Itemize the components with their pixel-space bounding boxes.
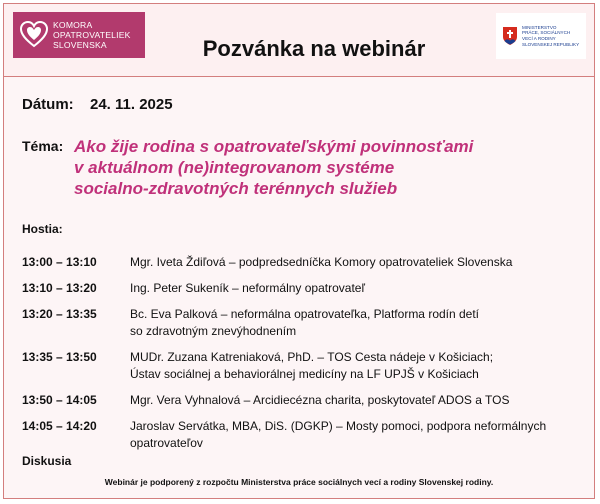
- agenda-time: 13:10 – 13:20: [22, 281, 97, 295]
- org-logo-line: OPATROVATELIEK: [53, 30, 131, 40]
- topic-label: Téma:: [22, 138, 64, 154]
- topic-row: [22, 136, 473, 199]
- agenda-item: [22, 254, 592, 271]
- date-value: 24. 11. 2025: [90, 96, 173, 113]
- agenda-time: 13:00 – 13:10: [22, 255, 97, 269]
- org-logo-line: SLOVENSKA: [53, 40, 107, 50]
- agenda-time: 13:35 – 13:50: [22, 350, 97, 364]
- agenda-description: [130, 418, 592, 452]
- agenda-item: [22, 349, 592, 383]
- agenda-item: [22, 418, 592, 452]
- agenda-line: Ing. Peter Sukeník – neformálny opatrovateľ: [130, 281, 365, 295]
- ministry-logo: [496, 13, 586, 59]
- page-title: Pozvánka na webinár: [202, 36, 426, 61]
- org-logo: [13, 12, 145, 58]
- agenda-time: 13:20 – 13:35: [22, 307, 97, 321]
- date-label: Dátum:: [22, 96, 74, 113]
- agenda-line: opatrovateľov: [130, 436, 203, 450]
- agenda-time: 14:05 – 14:20: [22, 419, 97, 433]
- ministry-logo-line: VECÍ A RODINY: [522, 36, 556, 41]
- topic-line: socialno-zdravotných terénnych služieb: [74, 179, 398, 198]
- heart-logo-icon: [19, 20, 49, 50]
- agenda-item: [22, 280, 592, 297]
- agenda-description: [130, 254, 592, 271]
- agenda-line: Ústav sociálnej a behaviorálnej medicíny na LF UPJŠ v Košiciach: [130, 367, 479, 381]
- agenda-item: [22, 392, 592, 409]
- ministry-logo-text: [522, 25, 579, 47]
- agenda-line: Bc. Eva Palková – neformálna opatrovateľka, Platforma rodín detí: [130, 307, 480, 321]
- closing-label: Diskusia: [22, 454, 72, 468]
- footer-note: Webinár je podporený z rozpočtu Ministerstva práce sociálnych vecí a rodiny Slovenskej rodiny.: [104, 477, 494, 487]
- agenda-line: MUDr. Zuzana Katreniaková, PhD. – TOS Cesta nádeje v Košiciach;: [130, 350, 494, 364]
- org-logo-text: [53, 20, 131, 50]
- guests-label: Hostia:: [22, 222, 63, 236]
- ministry-logo-line: PRÁCE, SOCIÁLNYCH: [522, 30, 571, 36]
- agenda-description: [130, 306, 592, 340]
- agenda-line: Mgr. Iveta Ždiľová – podpredsedníčka Komory opatrovateliek Slovenska: [130, 255, 513, 269]
- org-logo-line: KOMORA: [53, 20, 93, 30]
- topic-line: Ako žije rodina s opatrovateľskými povinnosťami: [74, 137, 474, 156]
- topic-line: v aktuálnom (ne)integrovanom systéme: [74, 158, 395, 177]
- agenda-description: [130, 392, 592, 409]
- agenda-description: [130, 280, 592, 297]
- agenda-list: [22, 254, 592, 452]
- agenda-item: [22, 306, 592, 340]
- agenda-time: 13:50 – 14:05: [22, 393, 97, 407]
- agenda-line: Mgr. Vera Vyhnalová – Arcidiecézna charita, poskytovateľ ADOS a TOS: [130, 393, 510, 407]
- agenda-line: Jaroslav Servátka, MBA, DiS. (DGKP) – Mosty pomoci, podpora neformálnych: [130, 419, 547, 433]
- date-row: [22, 96, 173, 113]
- ministry-logo-line: SLOVENSKEJ REPUBLIKY: [522, 41, 580, 47]
- agenda-description: [130, 349, 592, 383]
- header: [4, 4, 594, 77]
- invitation-card: [3, 3, 595, 499]
- coat-of-arms-icon: [502, 26, 518, 46]
- agenda-line: so zdravotným znevýhodnením: [130, 324, 297, 338]
- ministry-logo-line: MINISTERSTVO: [522, 24, 557, 30]
- topic-text: [74, 136, 473, 199]
